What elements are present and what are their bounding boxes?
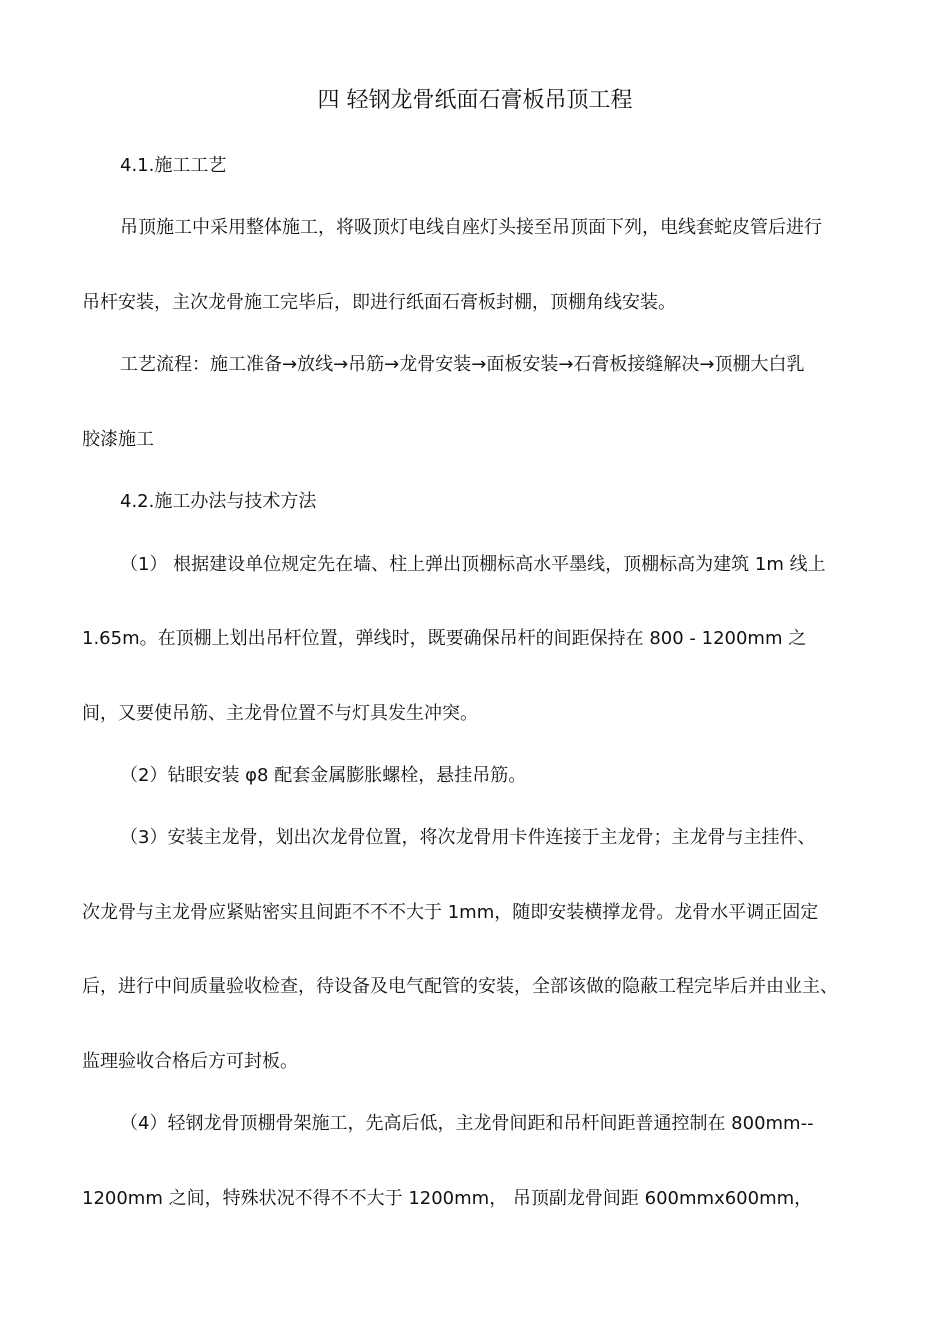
document-title: 四 轻钢龙骨纸面石膏板吊顶工程 [317,88,633,113]
paragraph-line: 1200mm 之间，特殊状况不得不不大于 1200mm， 吊顶副龙骨间距 600mmx600mm， [82,1188,813,1209]
paragraph-line: 吊杆安装，主次龙骨施工完毕后，即进行纸面石膏板封棚，顶棚角线安装。 [82,292,676,313]
paragraph-line: （3）安装主龙骨，划出次龙骨位置，将次龙骨用卡件连接于主龙骨；主龙骨与主挂件、 [120,827,816,848]
paragraph-line: 间，又要使吊筋、主龙骨位置不与灯具发生冲突。 [82,703,478,724]
paragraph-line: 工艺流程：施工准备→放线→吊筋→龙骨安装→面板安装→石膏板接缝解决→顶棚大白乳 [120,354,805,375]
section-heading-4-1: 4.1.施工工艺 [120,155,227,176]
paragraph-line: 胶漆施工 [82,429,154,450]
paragraph-line: （4）轻钢龙骨顶棚骨架施工，先高后低，主龙骨间距和吊杆间距普通控制在 800mm-- [120,1113,814,1134]
paragraph-line: 后，进行中间质量验收检查，待设备及电气配管的安装，全部该做的隐蔽工程完毕后并由业主、 [82,976,838,997]
paragraph-line: 吊顶施工中采用整体施工，将吸顶灯电线自座灯头接至吊顶面下列，电线套蛇皮管后进行 [120,217,822,238]
paragraph-line: （2）钻眼安装 φ8 配套金属膨胀螺栓，悬挂吊筋。 [120,765,527,786]
section-heading-4-2: 4.2.施工办法与技术方法 [120,491,317,512]
paragraph-line: 监理验收合格后方可封板。 [82,1051,298,1072]
paragraph-line: 1.65m。在顶棚上划出吊杆位置，弹线时，既要确保吊杆的间距保持在 800 - 1200mm 之 [82,628,807,649]
paragraph-line: 次龙骨与主龙骨应紧贴密实且间距不不不大于 1mm，随即安装横撑龙骨。龙骨水平调正固定 [82,902,819,923]
paragraph-line: （1） 根据建设单位规定先在墙、柱上弹出顶棚标高水平墨线，顶棚标高为建筑 1m 线上 [120,554,826,575]
